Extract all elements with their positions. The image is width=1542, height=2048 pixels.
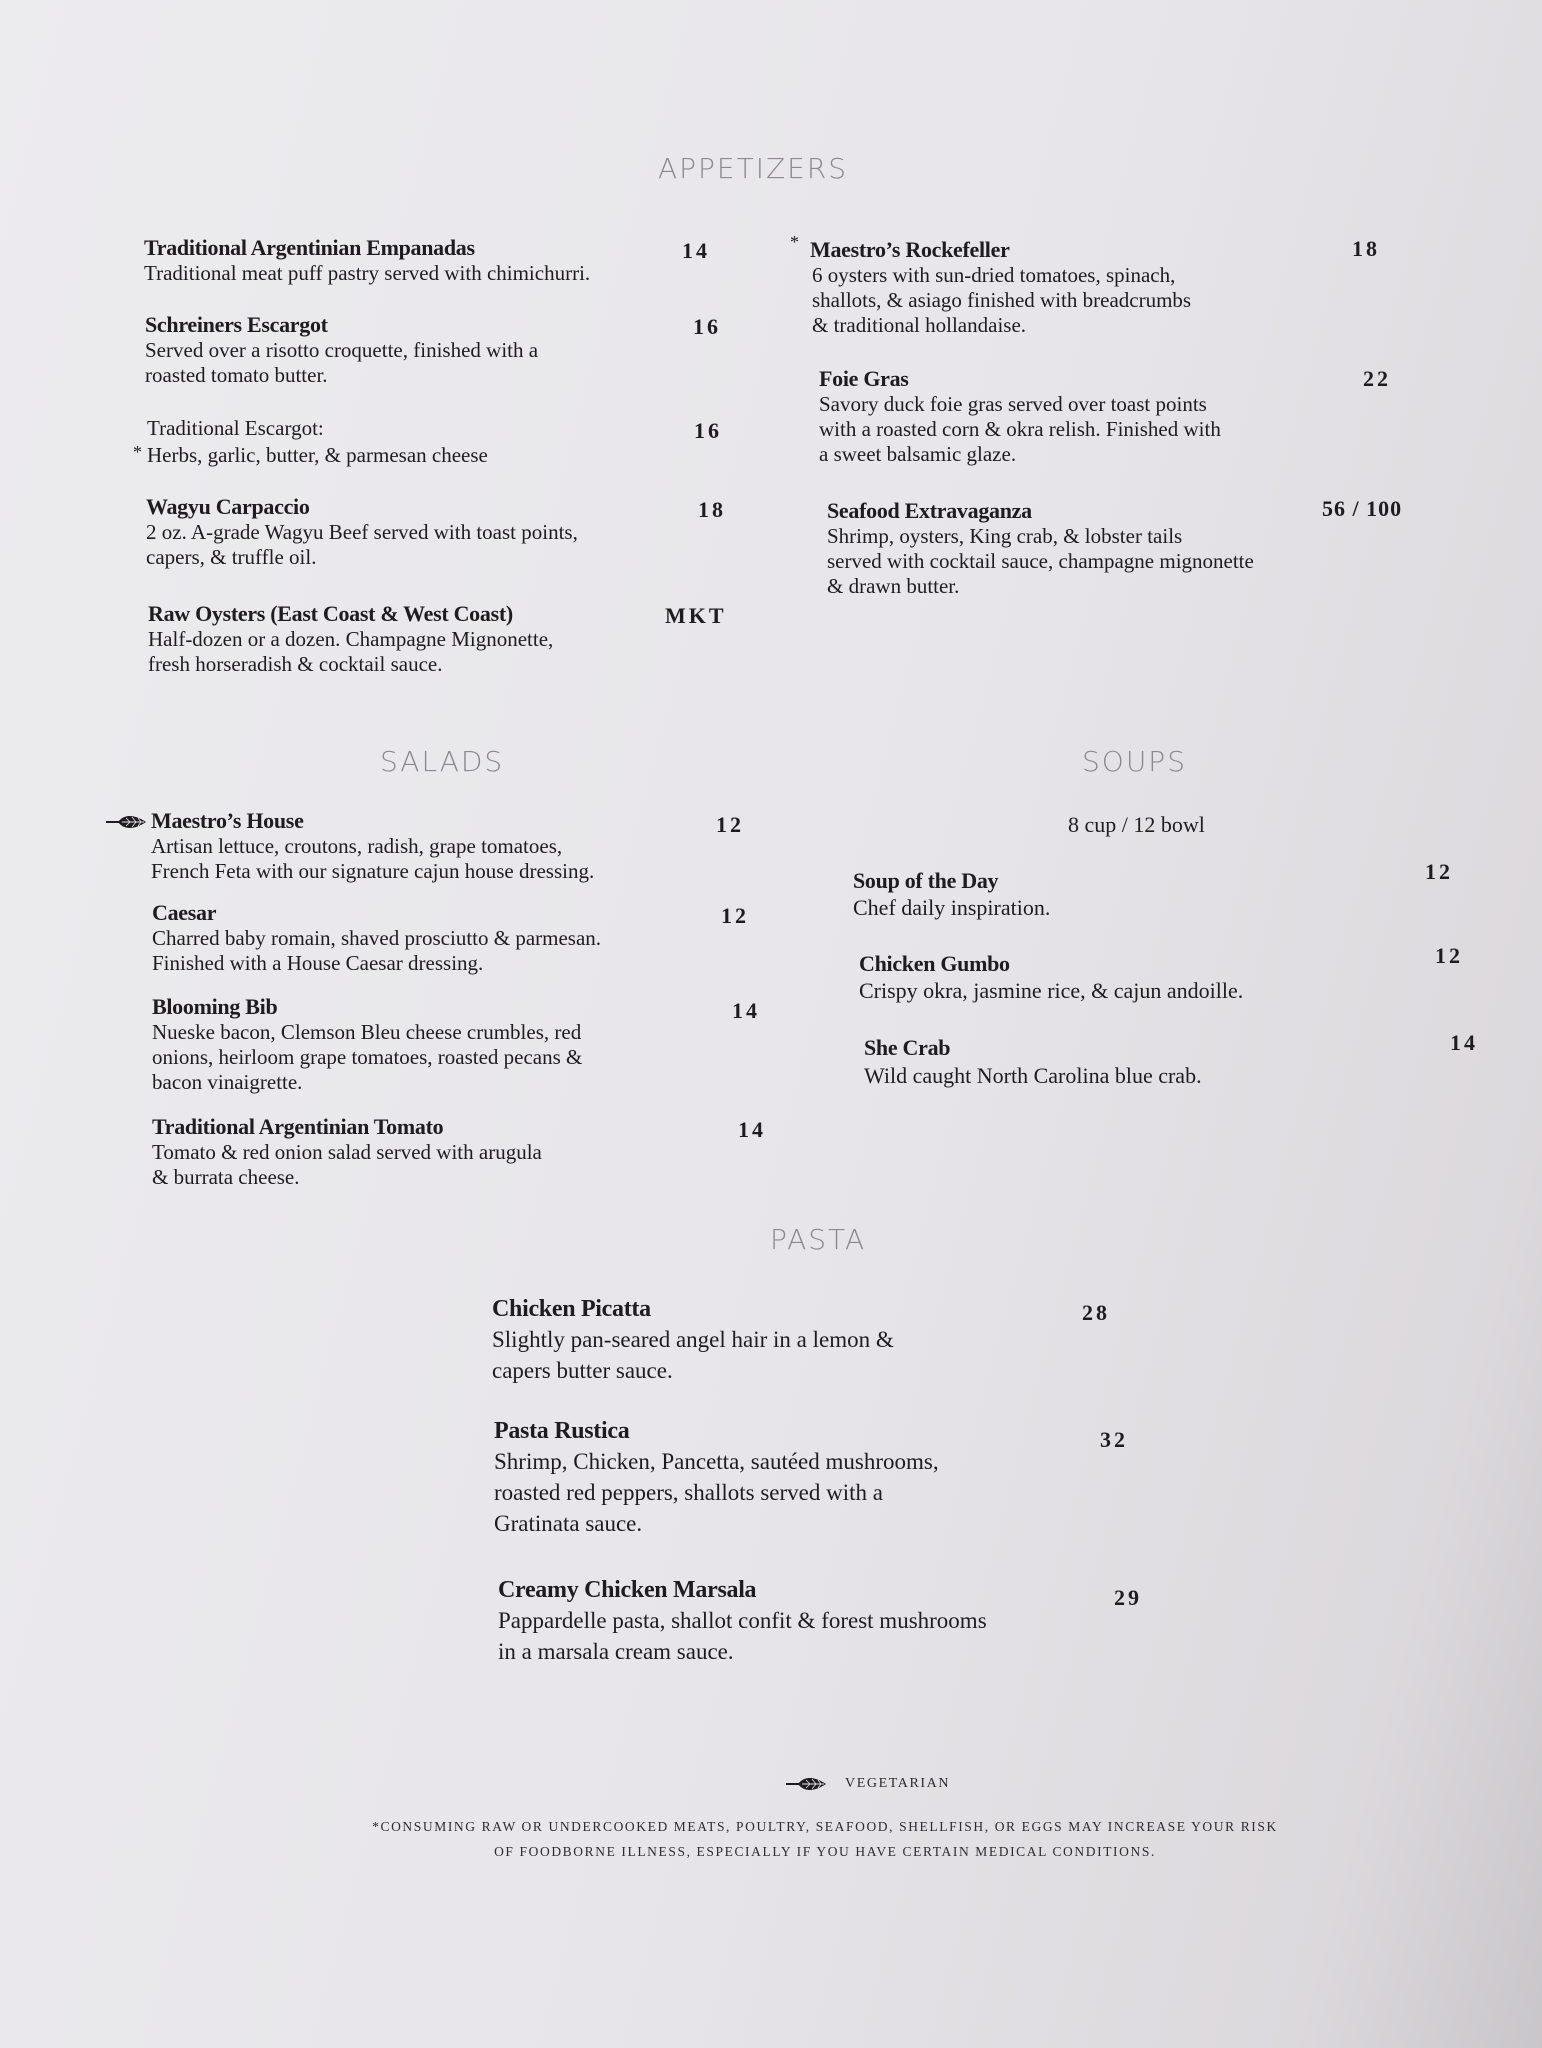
disclaimer-line-2: OF FOODBORNE ILLNESS, ESPECIALLY IF YOU HAVE CERTAIN MEDICAL CONDITIONS. bbox=[494, 1844, 1156, 1859]
item-price: 14 bbox=[1450, 1030, 1478, 1055]
item-description: Savory duck foie gras served over toast points with a roasted corn & okra relish. Finished with a sweet balsamic glaze. bbox=[819, 392, 1221, 466]
item-description: Chef daily inspiration. bbox=[853, 895, 1051, 920]
item-description: Served over a risotto croquette, finished with a roasted tomato butter. bbox=[145, 338, 539, 387]
leaf-icon bbox=[104, 812, 148, 832]
item-name: Creamy Chicken Marsala bbox=[498, 1577, 757, 1603]
menu-item-chicken-gumbo bbox=[859, 951, 1243, 1005]
item-description: Slightly pan-seared angel hair in a lemon & capers butter sauce. bbox=[492, 1327, 894, 1383]
raw-asterisk: * bbox=[133, 442, 142, 462]
item-price: 16 bbox=[693, 314, 721, 339]
item-price: 22 bbox=[1363, 366, 1391, 391]
item-description: Shrimp, oysters, King crab, & lobster tails served with cocktail sauce, champagne mignonette & drawn butter. bbox=[827, 524, 1254, 598]
item-price: 16 bbox=[694, 418, 722, 443]
item-description: Pappardelle pasta, shallot confit & forest mushrooms in a marsala cream sauce. bbox=[498, 1608, 987, 1664]
item-name: Chicken Picatta bbox=[492, 1296, 651, 1322]
menu-item-soup-of-the-day bbox=[853, 868, 1050, 922]
vegetarian-legend: VEGETARIAN bbox=[845, 1776, 951, 1791]
item-price: 18 bbox=[1352, 236, 1380, 261]
item-price: 14 bbox=[738, 1117, 766, 1142]
item-description: Half-dozen or a dozen. Champagne Mignonette, fresh horseradish & cocktail sauce. bbox=[148, 627, 554, 676]
menu-item-pasta-rustica bbox=[494, 1416, 939, 1539]
item-price: 32 bbox=[1100, 1427, 1128, 1452]
salads-heading: SALADS bbox=[380, 745, 505, 778]
soup-sizes bbox=[1068, 812, 1205, 837]
item-description: Wild caught North Carolina blue crab. bbox=[864, 1063, 1202, 1088]
appetizers-heading: APPETIZERS bbox=[658, 152, 849, 185]
item-description: Tomato & red onion salad served with arugula & burrata cheese. bbox=[152, 1140, 542, 1189]
menu-item-seafood-extravaganza bbox=[827, 498, 1254, 599]
item-price: 28 bbox=[1082, 1300, 1110, 1325]
menu-item-empanadas bbox=[144, 235, 590, 286]
item-price: 12 bbox=[716, 812, 744, 837]
item-price: 14 bbox=[732, 998, 760, 1023]
item-name: Blooming Bib bbox=[152, 994, 278, 1019]
item-name: Soup of the Day bbox=[853, 868, 999, 893]
soup-sizes-text: 8 cup / 12 bowl bbox=[1068, 812, 1205, 837]
menu-item-creamy-chicken-marsala bbox=[498, 1575, 987, 1667]
item-name: Raw Oysters (East Coast & West Coast) bbox=[148, 601, 513, 626]
item-name: Maestro’s Rockefeller bbox=[810, 237, 1010, 262]
menu-item-caesar bbox=[152, 900, 601, 976]
leaf-icon bbox=[784, 1774, 828, 1794]
item-name: Foie Gras bbox=[819, 366, 909, 391]
menu-item-blooming-bib bbox=[152, 994, 582, 1095]
item-name: Traditional Escargot: bbox=[147, 416, 324, 440]
item-price: 18 bbox=[698, 497, 726, 522]
item-name: Traditional Argentinian Tomato bbox=[152, 1114, 444, 1139]
item-name: Wagyu Carpaccio bbox=[146, 494, 310, 519]
item-description: Herbs, garlic, butter, & parmesan cheese bbox=[147, 443, 488, 467]
item-price: 29 bbox=[1114, 1585, 1142, 1610]
item-description: Shrimp, Chicken, Pancetta, sautéed mushrooms, roasted red peppers, shallots served with a Gratinata sauce. bbox=[494, 1449, 939, 1536]
item-name: She Crab bbox=[864, 1035, 951, 1060]
item-description: Traditional meat puff pastry served with chimichurri. bbox=[144, 261, 591, 285]
item-price: 14 bbox=[682, 238, 710, 263]
item-price: MKT bbox=[665, 603, 727, 628]
raw-asterisk: * bbox=[790, 232, 799, 252]
item-name: Chicken Gumbo bbox=[859, 951, 1010, 976]
menu-item-argentinian-tomato bbox=[152, 1114, 542, 1190]
item-description: 6 oysters with sun-dried tomatoes, spinach, shallots, & asiago finished with breadcrumbs & traditional hollandaise. bbox=[812, 263, 1192, 337]
health-disclaimer bbox=[300, 1814, 1350, 1864]
item-price: 12 bbox=[1435, 943, 1463, 968]
item-price: 56 / 100 bbox=[1322, 496, 1403, 521]
soups-heading: SOUPS bbox=[1082, 745, 1187, 778]
menu-item-traditional-escargot bbox=[147, 416, 488, 468]
item-name: Schreiners Escargot bbox=[145, 312, 328, 337]
menu-item-maestros-rockefeller bbox=[810, 237, 1191, 338]
item-description: Crispy okra, jasmine rice, & cajun andoille. bbox=[859, 978, 1244, 1003]
item-name: Pasta Rustica bbox=[494, 1418, 630, 1444]
menu-item-raw-oysters bbox=[148, 601, 553, 677]
menu-item-she-crab bbox=[864, 1035, 1202, 1091]
disclaimer-line-1: *CONSUMING RAW OR UNDERCOOKED MEATS, POULTRY, SEAFOOD, SHELLFISH, OR EGGS MAY INCREASE YOUR RISK bbox=[372, 1819, 1278, 1834]
menu-item-schreiners-escargot bbox=[145, 312, 538, 388]
item-name: Maestro’s House bbox=[151, 808, 304, 833]
menu-item-maestros-house bbox=[151, 808, 594, 884]
item-description: Artisan lettuce, croutons, radish, grape tomatoes, French Feta with our signature cajun house dressing. bbox=[151, 834, 595, 883]
menu-item-foie-gras bbox=[819, 366, 1221, 467]
item-description: 2 oz. A-grade Wagyu Beef served with toast points, capers, & truffle oil. bbox=[146, 520, 578, 569]
item-description: Charred baby romain, shaved prosciutto & parmesan. Finished with a House Caesar dressing. bbox=[152, 926, 602, 975]
item-description: Nueske bacon, Clemson Bleu cheese crumbles, red onions, heirloom grape tomatoes, roasted pecans & bacon vinaigrette. bbox=[152, 1020, 583, 1094]
item-name: Traditional Argentinian Empanadas bbox=[144, 235, 475, 260]
menu-item-wagyu-carpaccio bbox=[146, 494, 578, 570]
item-name: Seafood Extravaganza bbox=[827, 498, 1032, 523]
item-price: 12 bbox=[721, 903, 749, 928]
menu-item-chicken-picatta bbox=[492, 1294, 894, 1386]
item-name: Caesar bbox=[152, 900, 217, 925]
item-price: 12 bbox=[1425, 859, 1453, 884]
pasta-heading: PASTA bbox=[770, 1223, 867, 1256]
